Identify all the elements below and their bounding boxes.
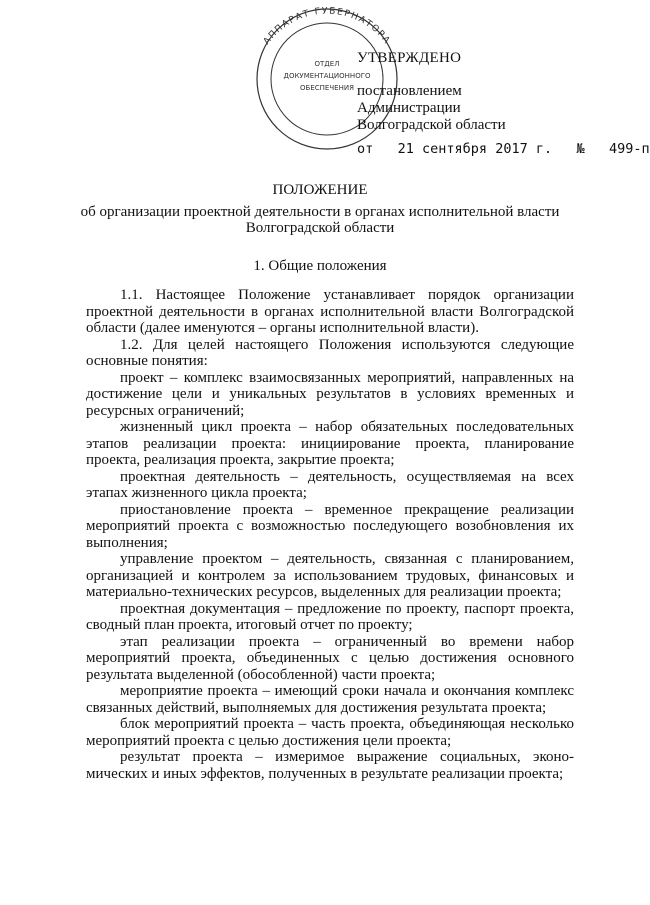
approval-line-2: Администрации bbox=[357, 100, 461, 116]
paragraph: проектная деятельность – деятельность, осуществляемая на всех этапах жизненного цикла проекта; bbox=[86, 468, 574, 501]
document-title: ПОЛОЖЕНИЕ bbox=[272, 182, 368, 198]
svg-text:ДОКУМЕНТАЦИОННОГО: ДОКУМЕНТАЦИОННОГО bbox=[283, 72, 371, 80]
paragraph: мероприятие проекта – имеющий сроки начала и окончания комплекс связанных действий, выполняемых для достижения результата проекта; bbox=[86, 683, 574, 716]
paragraph: проект – комплекс взаимосвязанных мероприятий, направленных на достижение цели и уникальных результатов в условиях временных и ресурсных ограничений; bbox=[86, 369, 574, 419]
paragraph: проектная документация – предложение по проекту, паспорт проекта, сводный план проекта, итоговый отчет по проекту; bbox=[86, 600, 574, 633]
decree-number: 499-п bbox=[609, 141, 650, 157]
decree-date: 21 сентября 2017 г. bbox=[397, 141, 553, 157]
document-subtitle: об организации проектной деятельности в органах исполнительной власти Волгоградской области bbox=[80, 204, 560, 236]
decree-number-sign: № bbox=[576, 141, 585, 157]
svg-text:ОБЕСПЕЧЕНИЯ: ОБЕСПЕЧЕНИЯ bbox=[300, 84, 354, 92]
decree-line bbox=[357, 141, 650, 157]
paragraph: приостановление проекта – временное прекращение реализации мероприятий проекта с возможностью последующего возобновления их выполнения; bbox=[86, 501, 574, 551]
paragraph: этап реализации проекта – ограниченный во времени набор мероприятий проекта, объединенных с целью достижения основного результата выделенной (обособленной) части проекта; bbox=[86, 633, 574, 683]
paragraph: 1.1. Настоящее Положение устанавливает порядок организации проектной деятельности в органах исполнительной власти Волгоградской области (далее именуются – органы исполнительной власти). bbox=[86, 287, 574, 336]
paragraph: результат проекта – измеримое выражение социальных, эконо-мических и иных эффектов, полученных в результате реализации проекта; bbox=[86, 749, 574, 782]
paragraph: блок мероприятий проекта – часть проекта, объединяющая несколько мероприятий проекта с целью достижения цели проекта; bbox=[86, 716, 574, 749]
document-body bbox=[86, 287, 574, 782]
svg-text:ОТДЕЛ: ОТДЕЛ bbox=[314, 60, 340, 68]
section-heading: 1. Общие положения bbox=[253, 258, 387, 274]
svg-text:АППАРАТ ГУБЕРНАТОРА: АППАРАТ ГУБЕРНАТОРА bbox=[261, 6, 393, 47]
approval-line-3: Волгоградской области bbox=[357, 117, 506, 133]
decree-from: от bbox=[357, 141, 374, 157]
paragraph: 1.2. Для целей настоящего Положения используются следующие основные понятия: bbox=[86, 336, 574, 369]
approval-block bbox=[357, 50, 506, 134]
paragraph: жизненный цикл проекта – набор обязательных последовательных этапов реализации проекта: инициирование проекта, планирование проекта, реализация проекта, закрытие проекта; bbox=[86, 419, 574, 468]
paragraph: управление проектом – деятельность, связанная с планированием, организацией и контролем за использованием трудовых, финансовых и материально-технических ресурсов, выделенных для реализации проекта; bbox=[86, 551, 574, 600]
approval-line-1: постановлением bbox=[357, 83, 462, 99]
approval-heading: УТВЕРЖДЕНО bbox=[357, 50, 462, 66]
